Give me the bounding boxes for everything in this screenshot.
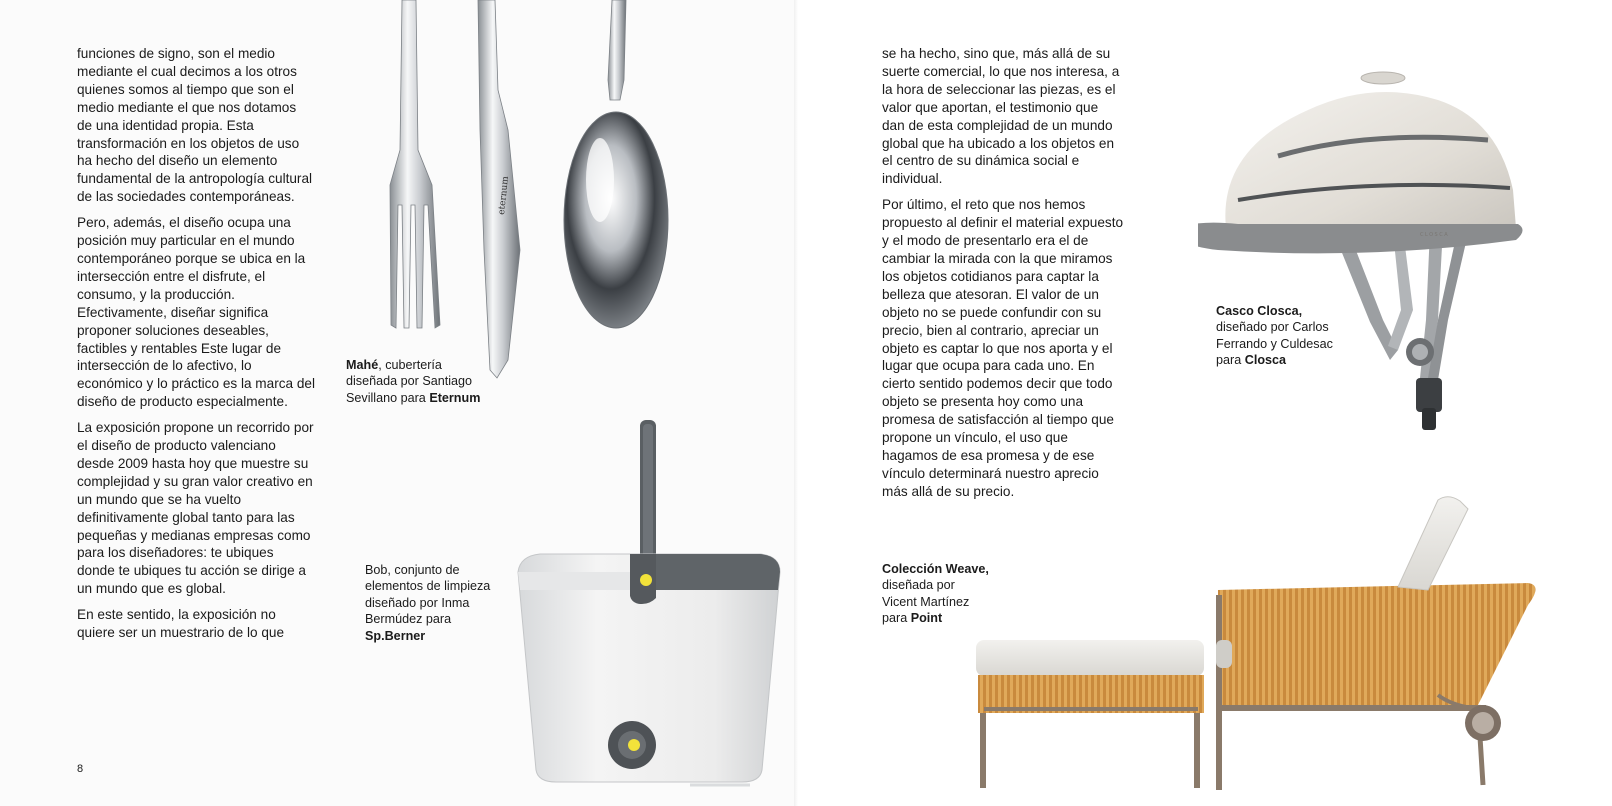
right-paragraph: Por último, el reto que nos hemos propuesto al definir el material expuesto y el modo de presentarlo era el de cambiar la mirada con la que miramos los objetos cotidianos para captar la belleza que atesoran. El valor de un objeto no se puede confundir con su precio, bien al contrario, apreciar un objeto es captar lo que nos aporta y el lugar que ocupa para cada uno. En cierto sentido podemos decir que todo objeto se presenta hoy como una promesa de satisfacción al tiempo que propone un vínculo, el uso que hagamos de esa promesa y de ese vínculo determinará nuestro aprecio más allá de su precio. [882,197,1124,499]
left-paragraph: La exposición propone un recorrido por el diseño de producto valenciano desde 2009 hasta hoy que muestre su complejidad y su gran valor creativo en un mundo que se ha vuelto definitivamente global tanto para las pequeñas y medianas empresas como para los diseñadores: te ubiques donde te ubiques tu acción se dirige a un mundo que es global. [77,420,314,597]
caption-brand: Eternum [429,390,481,405]
caption-text: diseñado por Carlos Ferrando y Culdesac para [1216,320,1333,368]
caption-bob [365,562,505,644]
right-text-column [882,45,1124,509]
caption-weave [882,561,992,627]
page-number: 8 [77,763,84,775]
left-text-column [77,45,315,650]
caption-brand: Sp.Berner [365,628,426,643]
cutlery-image [380,0,690,390]
caption-closca [1216,303,1356,369]
bucket-image [510,420,785,790]
helmet-brand-mark: CLOSCA [1420,232,1450,238]
left-paragraph: En este sentido, la exposición no quiere ser un muestrario de lo que [77,607,285,641]
lounger-image [968,495,1548,795]
page-gutter [794,0,798,806]
caption-product-name: Casco Closca, [1216,304,1303,318]
left-paragraph: Pero, además, el diseño ocupa una posición muy particular en el mundo contemporáneo porque se ubica en la intersección entre el disfrute, el consumo, y la producción. Efectivamente, diseñar significa proponer soluciones deseables, factibles y rentables Este lugar de intersección de lo afectivo, lo económico y lo práctico es la marca del diseño de producto especialmente. [77,215,315,410]
caption-brand: Closca [1244,353,1287,368]
right-paragraph: se ha hecho, sino que, más allá de su suerte comercial, lo que nos interesa, a la hora de seleccionar las piezas, es el valor que aportan, el testimonio que dan de esta complejidad de un mundo global que ha ubicado a los objetos en el centro de su dinámica social e individual. [882,46,1120,187]
cutlery-brand-mark: eternum [497,175,512,216]
caption-brand: Point [910,611,943,626]
caption-text: , cubertería diseñada por Santiago Sevillano para [346,358,473,405]
caption-mahe [346,357,486,406]
caption-text: diseñada por Vicent Martínez para [882,578,970,626]
caption-product-name: Colección Weave, [882,562,989,576]
caption-text: Bob, conjunto de elementos de limpieza diseñado por Inma Bermúdez para [365,563,491,627]
helmet-image [1198,60,1558,450]
caption-product-name: Mahé [346,358,379,372]
left-paragraph: funciones de signo, son el medio mediante el cual decimos a los otros quienes somos al tiempo que son el medio mediante el que nos dotamos de una identidad propia. Esta transformación en los objetos de uso ha hecho del diseño un elemento fundamental de la antropología cultural de las sociedades contemporáneas. [77,46,313,205]
